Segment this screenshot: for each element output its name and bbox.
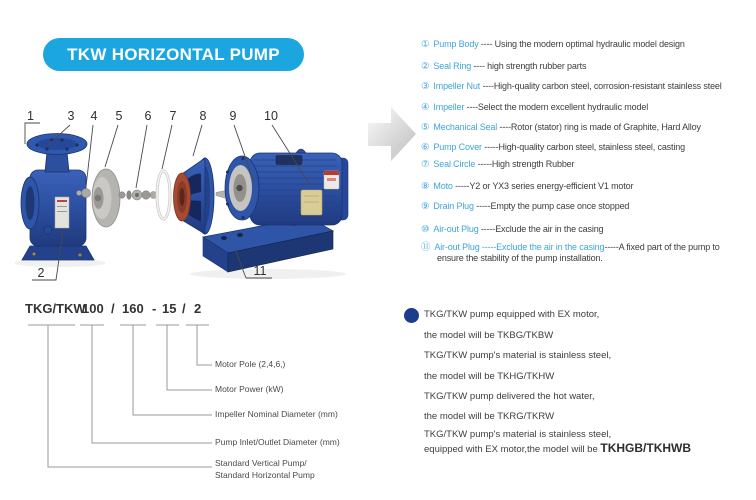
pump-exploded-diagram bbox=[10, 100, 420, 300]
callout-1: 1 bbox=[27, 109, 34, 123]
parts-list-item: ⑩ Air-out Plug -----Exclude the air in the casing bbox=[421, 224, 604, 235]
model-label-impeller-diam: Impeller Nominal Diameter (mm) bbox=[215, 409, 338, 419]
parts-list-item: ⑪ Air-out Plug -----Exclude the air in the casing-----A fixed part of the pump to ensure the stability of the pump installation. bbox=[421, 242, 720, 263]
model-code-segment: / bbox=[111, 301, 115, 316]
parts-list-item: ④ Impeller ----Select the modern excellent hydraulic model bbox=[421, 102, 649, 113]
callout-2: 2 bbox=[37, 266, 45, 280]
callout-11: 11 bbox=[253, 264, 267, 278]
note-line-final: equipped with EX motor,the model will be TKHGB/TKHWB bbox=[424, 441, 692, 455]
page-title: TKW HORIZONTAL PUMP bbox=[67, 44, 280, 64]
model-code-segment: 2 bbox=[194, 301, 202, 316]
item-number-badge: ② bbox=[421, 61, 430, 72]
product-title-banner bbox=[43, 38, 304, 71]
model-code-segment: 100 bbox=[82, 301, 104, 316]
pump-cover-part bbox=[174, 158, 215, 234]
item-number-badge: ④ bbox=[421, 102, 430, 113]
callout-5: 5 bbox=[115, 109, 123, 123]
model-label-motor-pole: Motor Pole (2,4,6,) bbox=[215, 359, 286, 369]
mechanical-seal-part bbox=[119, 190, 157, 200]
note-line: TKG/TKW pump equipped with EX motor, bbox=[424, 309, 600, 320]
note-line: TKG/TKW pump's material is stainless steel, bbox=[424, 350, 612, 361]
note-line: the model will be TKRG/TKRW bbox=[424, 411, 555, 422]
callout-9: 9 bbox=[229, 109, 237, 123]
parts-list-item: ⑦ Seal Circle -----High strength Rubber bbox=[421, 159, 575, 170]
note-line: the model will be TKBG/TKBW bbox=[424, 330, 554, 341]
item-number-badge: ① bbox=[421, 39, 430, 50]
parts-list-item: ② Seal Ring ---- high strength rubber parts bbox=[421, 61, 587, 72]
callout-3: 3 bbox=[67, 109, 75, 123]
model-label-motor-power: Motor Power (kW) bbox=[215, 384, 284, 394]
callout-8: 8 bbox=[199, 109, 207, 123]
highlight-model-code: TKHGB/TKHWB bbox=[600, 441, 692, 455]
item-number-badge: ⑪ bbox=[421, 242, 431, 253]
model-code-segment: 15 bbox=[162, 301, 177, 316]
model-code-segment: - bbox=[152, 301, 157, 316]
callout-6: 6 bbox=[144, 109, 152, 123]
callout-10: 10 bbox=[264, 109, 278, 123]
note-line: TKG/TKW pump delivered the hot water, bbox=[424, 391, 595, 402]
note-line: the model will be TKHG/TKHW bbox=[424, 371, 555, 382]
model-code-segment: TKG/TKW bbox=[25, 301, 86, 316]
item-number-badge: ⑥ bbox=[421, 142, 430, 153]
item-number-badge: ⑧ bbox=[421, 181, 430, 192]
parts-list-item: ⑥ Pump Cover -----High-quality carbon steel, stainless steel, casting bbox=[421, 142, 685, 153]
model-code-segment: / bbox=[182, 301, 186, 316]
item-number-badge: ⑤ bbox=[421, 122, 430, 133]
model-label-inlet-outlet: Pump Inlet/Outlet Diameter (mm) bbox=[215, 437, 340, 447]
motor-part bbox=[225, 149, 348, 225]
note-bullet bbox=[404, 308, 419, 323]
model-code-segment: 160 bbox=[122, 301, 144, 316]
item-number-badge: ⑦ bbox=[421, 159, 430, 170]
parts-list-item: ⑨ Drain Plug -----Empty the pump case once stopped bbox=[421, 201, 630, 212]
model-code-lines bbox=[0, 295, 420, 500]
seal-circle-part bbox=[157, 171, 170, 219]
parts-list-item: ⑧ Moto -----Y2 or YX3 series energy-efficient V1 motor bbox=[421, 181, 634, 192]
parts-list-item: ⑤ Mechanical Seal ----Rotor (stator) ring is made of Graphite, Hard Alloy bbox=[421, 122, 701, 133]
parts-list-item: ① Pump Body ---- Using the modern optimal hydraulic model design bbox=[421, 39, 685, 50]
callout-7: 7 bbox=[169, 109, 177, 123]
arrow-right-icon bbox=[368, 107, 416, 161]
item-wrapped-line: ensure the stability of the pump installation. bbox=[437, 253, 603, 263]
impeller-part bbox=[92, 169, 120, 227]
item-number-badge: ⑩ bbox=[421, 224, 430, 235]
note-line: TKG/TKW pump's material is stainless steel, bbox=[424, 429, 612, 440]
model-label-standard-vert: Standard Vertical Pump/ bbox=[215, 458, 307, 468]
parts-list-item: ③ Impeller Nut ----High-quality carbon steel, corrosion-resistant stainless steel bbox=[421, 81, 722, 92]
model-label-standard-horiz: Standard Horizontal Pump bbox=[215, 470, 315, 480]
callout-4: 4 bbox=[90, 109, 98, 123]
item-number-badge: ③ bbox=[421, 81, 430, 92]
item-number-badge: ⑨ bbox=[421, 201, 430, 212]
